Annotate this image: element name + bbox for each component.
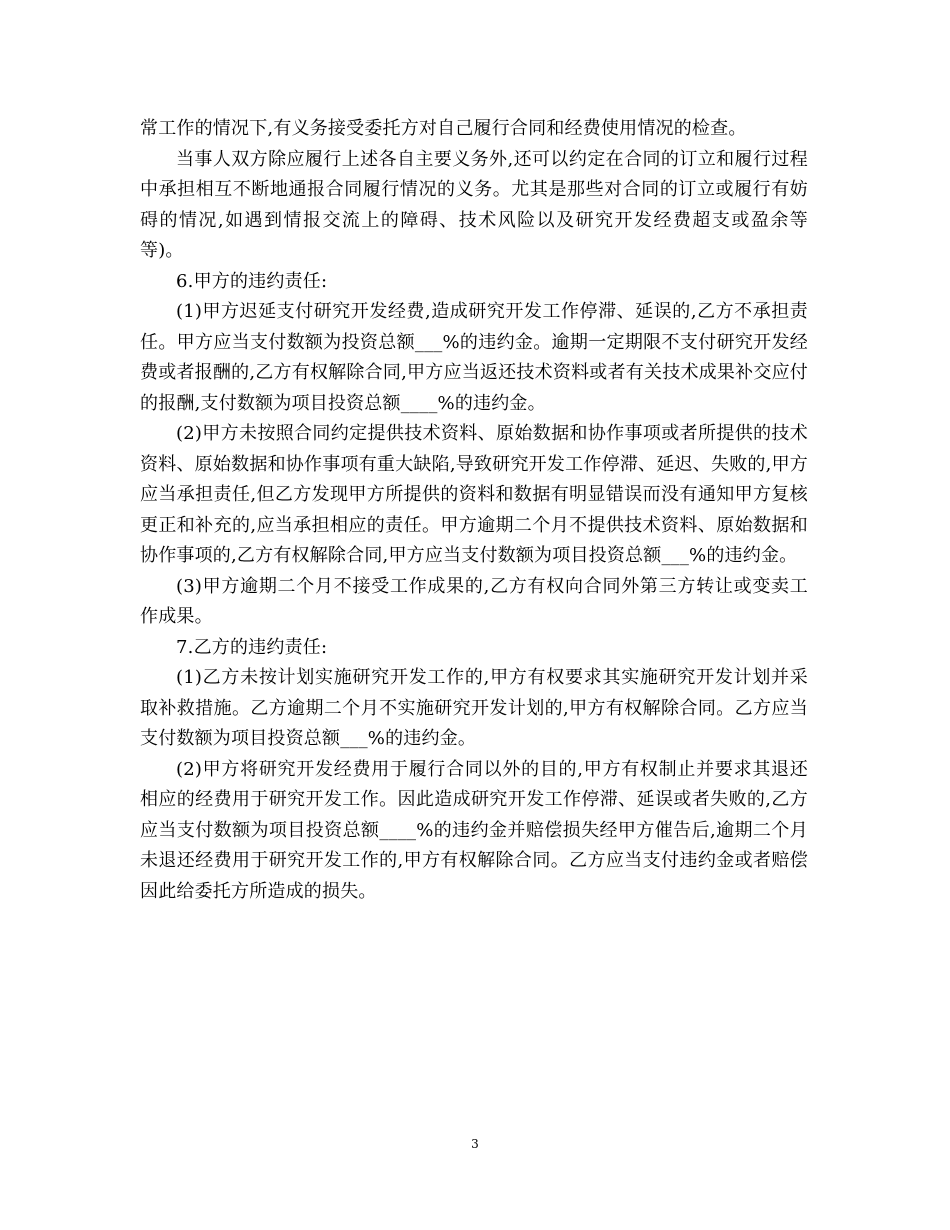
paragraph-party-a-item-1: (1)甲方迟延支付研究开发经费,造成研究开发工作停滞、延误的,乙方不承担责任。甲方应当支付数额为投资总额___%的违约金。逾期一定期限不支付研究开发经费或者报酬的,乙方有权解除合同,甲方应当返还技术资料或者有关技术成果补交应付的报酬,支付数额为项目投资总额____%的违约金。 [140, 301, 808, 414]
page-number: 3 [471, 1137, 479, 1151]
paragraph-party-b-item-2: (2)甲方将研究开发经费用于履行合同以外的目的,甲方有权制止并要求其退还相应的经费用于研究开发工作。因此造成研究开发工作停滞、延误或者失败的,乙方应当支付数额为项目投资总额____%的违约金并赔偿损失经甲方催告后,逾期二个月未退还经费用于研究开发工作的,甲方有权解除合同。乙方应当支付违约金或者赔偿因此给委托方所造成的损失。 [140, 758, 808, 902]
paragraph-party-b-item-1: (1)乙方未按计划实施研究开发工作的,甲方有权要求其实施研究开发计划并采取补救措施。乙方逾期二个月不实施研究开发计划的,甲方有权解除合同。乙方应当支付数额为项目投资总额___%的违约金。 [140, 667, 808, 749]
paragraph-obligations: 当事人双方除应履行上述各自主要义务外,还可以约定在合同的订立和履行过程中承担相互不断地通报合同履行情况的义务。尤其是那些对合同的订立或履行有妨碍的情况,如遇到情报交流上的障碍、技术风险以及研究开发经费超支或盈余等等)。 [140, 148, 808, 261]
paragraph-party-a-item-3: (3)甲方逾期二个月不接受工作成果的,乙方有权向合同外第三方转让或变卖工作成果。 [140, 575, 808, 627]
section-heading-party-a-liability: 6.甲方的违约责任: [176, 270, 328, 292]
document-body [140, 114, 808, 907]
paragraph-continuation: 常工作的情况下,有义务接受委托方对自己履行合同和经费使用情况的检查。 [140, 118, 747, 139]
section-heading-party-b-liability: 7.乙方的违约责任: [176, 636, 328, 658]
paragraph-party-a-item-2: (2)甲方未按照合同约定提供技术资料、原始数据和协作事项或者所提供的技术资料、原始数据和协作事项有重大缺陷,导致研究开发工作停滞、延迟、失败的,甲方应当承担责任,但乙方发现甲方所提供的资料和数据有明显错误而没有通知甲方复核更正和补充的,应当承担相应的责任。甲方逾期二个月不提供技术资料、原始数据和协作事项的,乙方有权解除合同,甲方应当支付数额为项目投资总额___%的违约金。 [140, 423, 808, 566]
